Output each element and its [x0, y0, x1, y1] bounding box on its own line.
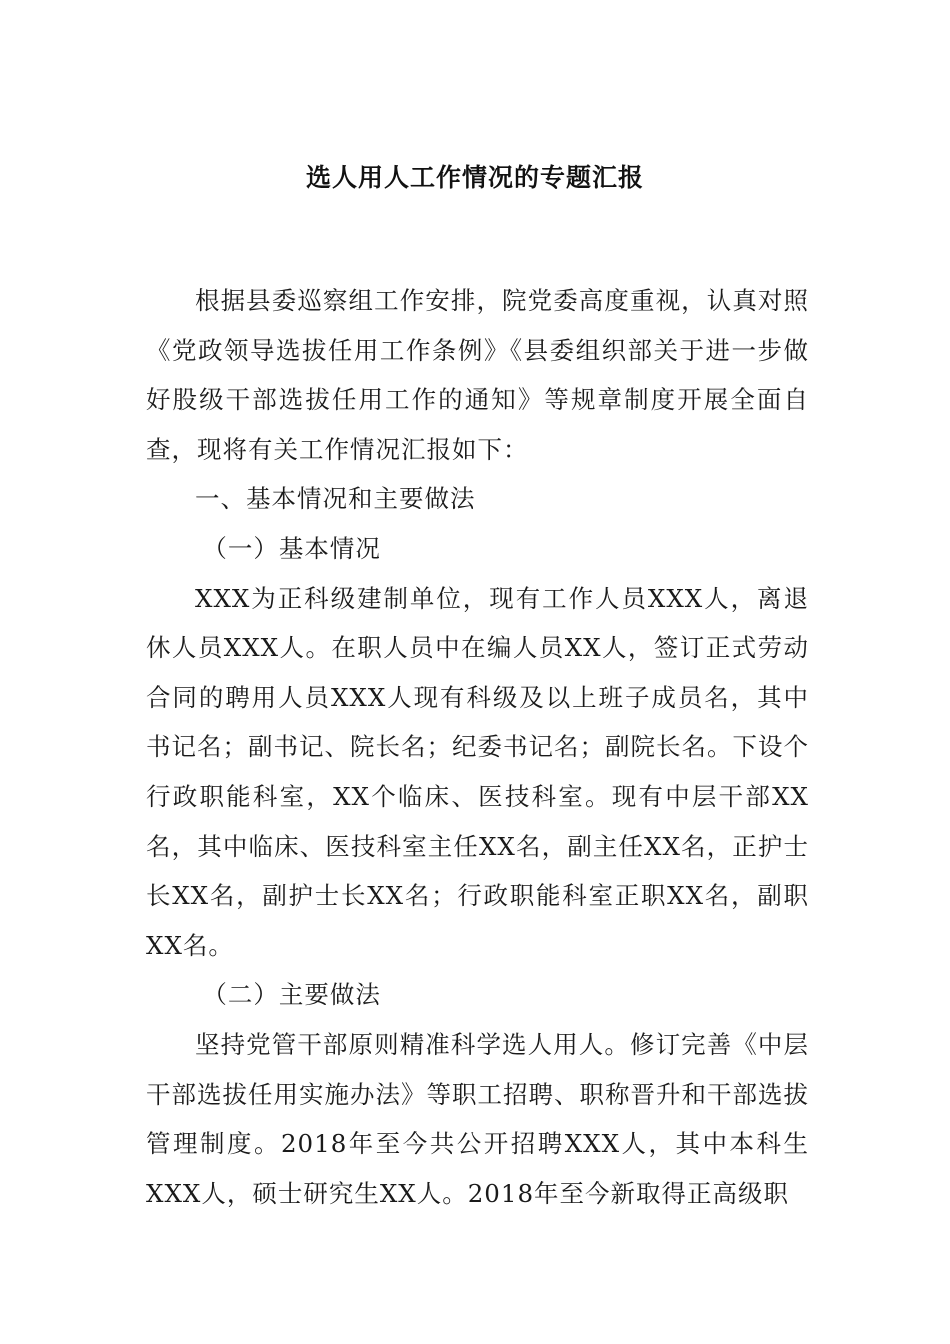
subsection-heading-main-practices: （二）主要做法 — [202, 980, 381, 1010]
document-body — [146, 276, 809, 1218]
basic-situation-paragraph: XXX为正科级建制单位，现有工作人员XXX人，离退休人员XXX人。在职人员中在编人员XX人，签订正式劳动合同的聘用人员XXX人现有科级及以上班子成员名，其中书记名；副书记、院长名；纪委书记名；副院长名。下设个行政职能科室，XX个临床、医技科室。现有中层干部XX名，其中临床、医技科室主任XX名，副主任XX名，正护士长XX名，副护士长XX名；行政职能科室正职XX名，副职XX名。 — [146, 583, 809, 960]
intro-paragraph: 根据县委巡察组工作安排，院党委高度重视，认真对照《党政领导选拔任用工作条例》《县委组织部关于进一步做好股级干部选拔任用工作的通知》等规章制度开展全面自查，现将有关工作情况汇报如下： — [146, 286, 809, 464]
document-title: 选人用人工作情况的专题汇报 — [305, 163, 644, 192]
subsection-heading-basic-situation: （一）基本情况 — [202, 533, 381, 563]
main-practices-paragraph: 坚持党管干部原则精准科学选人用人。修订完善《中层干部选拔任用实施办法》等职工招聘、职称晋升和干部选拔管理制度。2018年至今共公开招聘XXX人，其中本科生XXX人，硕士研究生XX人。2018年至今新取得正高级职 — [146, 1029, 809, 1208]
section-heading-basic-situation-and-practices: 一、基本情况和主要做法 — [195, 484, 476, 514]
